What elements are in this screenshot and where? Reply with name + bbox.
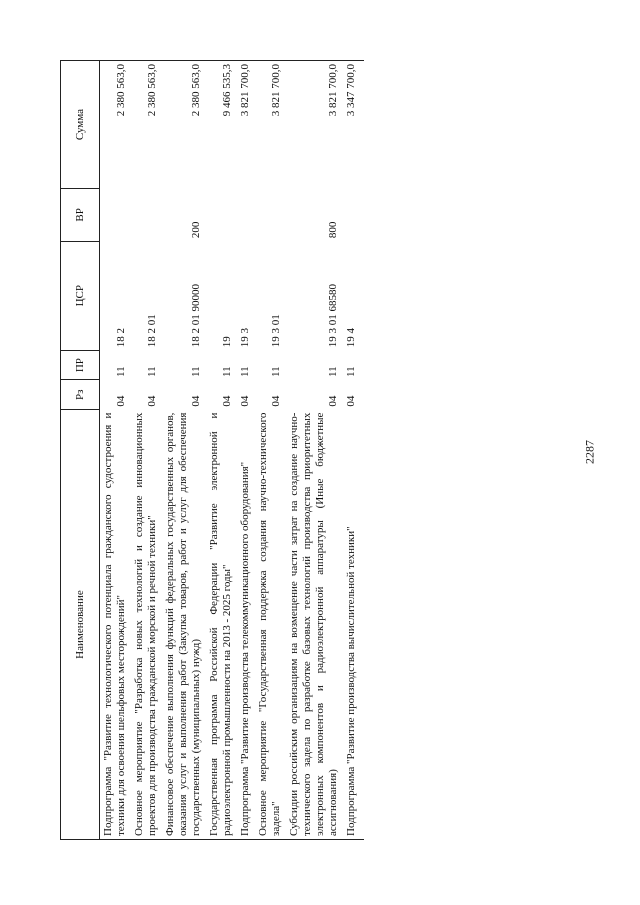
row-pr: 11 — [115, 366, 127, 377]
column-header-vr: ВР — [61, 189, 100, 242]
row-pr: 11 — [190, 366, 202, 377]
row-vr — [100, 189, 132, 242]
row-sum: 2 380 563,0 — [162, 61, 206, 189]
row-name: Субсидии российским организациям на возмещение части затрат на создание научно-технического задела по разработке базовых технологий производства приоритетных электронных компонентов и радиоэлектронной аппаратуры (Иные бюджетные ассигнования) — [286, 410, 343, 840]
row-name: Основное мероприятие "Государственная поддержка создания научно-технического задела" — [255, 410, 286, 840]
column-header-rz: Рз — [61, 380, 100, 410]
column-header-name: Наименование — [61, 410, 100, 840]
row-pr: 11 — [327, 366, 339, 377]
budget-table-rotated — [60, 60, 562, 840]
row-csr: 18 2 01 — [146, 314, 158, 348]
row-rz: 04 — [270, 395, 282, 407]
row-rz: 04 — [345, 395, 357, 407]
row-name: Государственная программа Российской Федерации "Развитие электронной и радиоэлектронной промышленности на 2013 - 2025 годы" — [206, 410, 237, 840]
row-pr: 11 — [345, 366, 357, 377]
row-vr: 200 — [190, 221, 202, 239]
budget-table-container — [60, 60, 562, 840]
row-csr: 19 — [221, 336, 233, 348]
row-csr: 19 4 — [345, 328, 357, 348]
row-csr: 18 2 — [115, 328, 127, 348]
page-number: 2287 — [582, 440, 597, 464]
column-header-sum: Сумма — [61, 61, 100, 189]
row-name: Подпрограмма "Развитие производства телекоммуникационного оборудования" — [237, 410, 255, 840]
row-sum: 2 380 563,0 — [131, 61, 162, 189]
row-pr: 11 — [239, 366, 251, 377]
table-row — [100, 61, 132, 840]
row-rz: 04 — [115, 395, 127, 407]
row-rz: 04 — [239, 395, 251, 407]
table-row — [255, 61, 286, 840]
row-rz: 04 — [190, 395, 202, 407]
row-pr: 11 — [270, 366, 282, 377]
row-vr — [237, 189, 255, 242]
row-sum: 2 380 563,0 — [100, 61, 132, 189]
row-csr: 19 3 01 — [270, 314, 282, 348]
table-row — [206, 61, 237, 840]
row-vr — [131, 189, 162, 242]
row-csr: 19 3 01 68580 — [327, 284, 339, 348]
row-csr: 19 3 — [239, 328, 251, 348]
row-rz: 04 — [146, 395, 158, 407]
table-header-row — [61, 61, 100, 840]
row-name: Основное мероприятие "Разработка новых технологий и создание инновационных проектов для производства гражданской морской и речной техники" — [131, 410, 162, 840]
column-header-pr: ПР — [61, 350, 100, 380]
row-vr — [343, 189, 364, 242]
row-name: Подпрограмма "Развитие производства вычислительной техники" — [343, 410, 364, 840]
row-sum: 3 821 700,0 — [255, 61, 286, 189]
row-pr: 11 — [146, 366, 158, 377]
budget-table — [60, 60, 364, 840]
table-row — [162, 61, 206, 840]
table-row — [131, 61, 162, 840]
row-sum: 3 821 700,0 — [237, 61, 255, 189]
row-sum: 3 347 700,0 — [343, 61, 364, 189]
row-name: Финансовое обеспечение выполнения функций федеральных государственных органов, оказания услуг и выполнения работ (Закупка товаров, работ и услуг для обеспечения государственных (муниципальных) нужд) — [162, 410, 206, 840]
row-sum: 3 821 700,0 — [286, 61, 343, 189]
row-rz: 04 — [327, 395, 339, 407]
table-row — [237, 61, 255, 840]
row-vr: 800 — [327, 221, 339, 239]
table-row — [286, 61, 343, 840]
row-csr: 18 2 01 90000 — [190, 284, 202, 348]
row-vr — [206, 189, 237, 242]
row-name: Подпрограмма "Развитие технологического потенциала гражданского судостроения и техники для освоения шельфовых месторождений" — [100, 410, 132, 840]
row-vr — [255, 189, 286, 242]
row-pr: 11 — [221, 366, 233, 377]
row-sum: 9 466 535,3 — [206, 61, 237, 189]
table-row — [343, 61, 364, 840]
row-rz: 04 — [221, 395, 233, 407]
column-header-csr: ЦСР — [61, 241, 100, 350]
